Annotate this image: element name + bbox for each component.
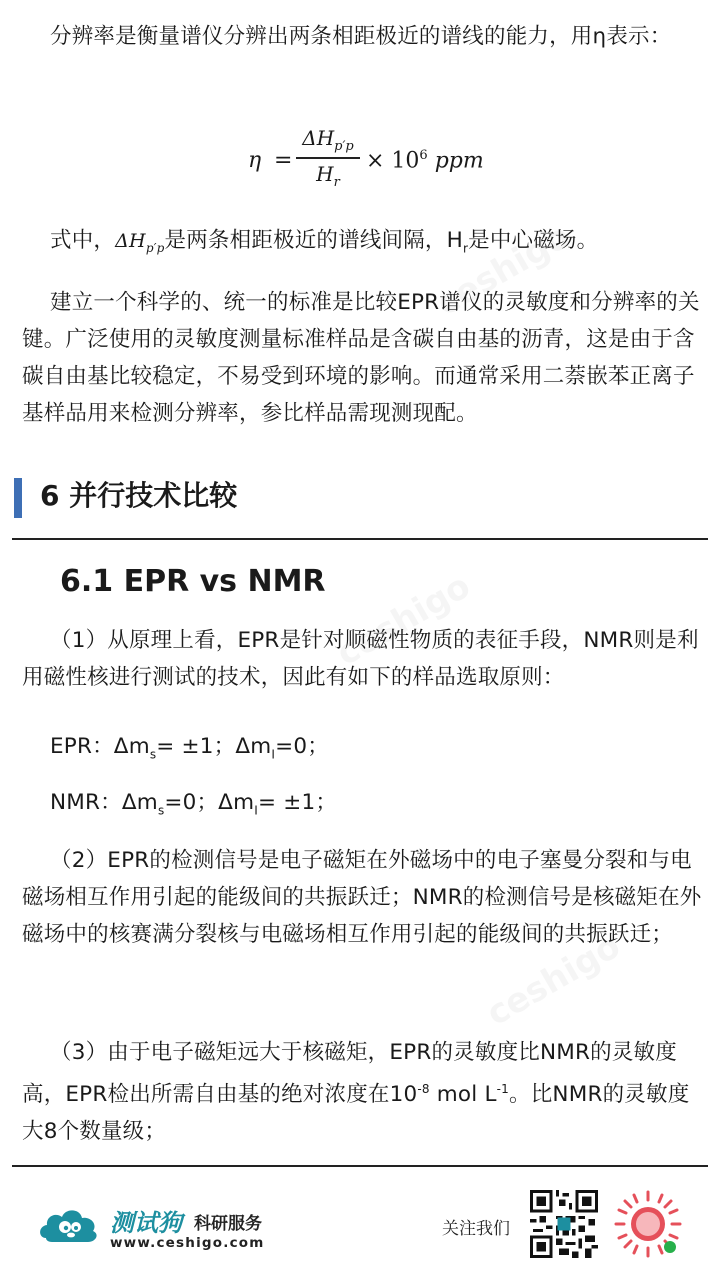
resolution-paragraph: 分辨率是衡量谱仪分辨出两条相距极近的谱线的能力，用η表示： (50, 24, 672, 49)
brand-service: 科研服务 (194, 1214, 262, 1234)
formula-fraction (296, 126, 360, 190)
formula-numerator: $\Delta H_{p'p}$ (302, 126, 354, 154)
subsection-title: 6.1 EPR vs NMR (60, 564, 326, 599)
follow-us-label: 关注我们 (442, 1219, 510, 1239)
resolution-formula (0, 122, 720, 202)
section-accent-bar (14, 478, 22, 518)
dog-cloud-logo-icon (38, 1200, 102, 1248)
brand-url: www.ceshigo.com (110, 1235, 265, 1251)
formula-explanation: 式中，$\Delta H_{p'p}$是两条相距极近的谱线间隔，$H_r$是中心磁场。 (50, 228, 599, 256)
standard-paragraph: 建立一个科学的、统一的标准是比较EPR谱仪的灵敏度和分辨率的关键。广泛使用的灵敏度测量标准样品是含碳自由基的沥青，这是由于含碳自由基比较稳定，不易受到环境的影响。而通常采用二萘嵌苯正离子基样品用来检测分辨率，参比样品需现测现配。 (22, 290, 700, 426)
formula-equals: = (274, 148, 293, 173)
formula-denominator: $H_r$ (316, 161, 340, 190)
nmr-selection-rule: NMR：$\Delta m_s=0$；$\Delta m_I= \pm 1$； (50, 790, 338, 818)
section-title: 6 并行技术比较 (40, 479, 238, 512)
formula-multiplier: × $10^6$ ppm (366, 148, 484, 174)
point-1-paragraph: （1）从原理上看，EPR是针对顺磁性物质的表征手段，NMR则是利用磁性核进行测试的技术，因此有如下的样品选取原则： (22, 628, 699, 690)
point-2-paragraph: （2）EPR的检测信号是电子磁矩在外磁场中的电子塞曼分裂和与电磁场相互作用引起的能级间的共振跃迁；NMR的检测信号是核磁矩在外磁场中的核赛满分裂核与电磁场相互作用引起的能级间的共振跃迁； (22, 848, 702, 947)
brand-name: 测试狗 (110, 1209, 182, 1237)
fraction-bar (296, 157, 360, 159)
section-divider (12, 538, 708, 540)
epr-selection-rule: EPR：$\Delta m_s= \pm 1$；$\Delta m_I=0$； (50, 734, 329, 762)
footer-divider (12, 1165, 708, 1167)
mini-program-code-icon[interactable] (612, 1188, 684, 1260)
point-3-paragraph: （3）由于电子磁矩远大于核磁矩，EPR的灵敏度比NMR的灵敏度高，EPR检出所需自由基的绝对浓度在$10^{-8}$ mol $L^{-1}$。比NMR的灵敏度大8个数量级； (22, 1040, 690, 1145)
qr-code-icon[interactable] (530, 1190, 598, 1258)
formula-lhs: η (248, 148, 262, 173)
